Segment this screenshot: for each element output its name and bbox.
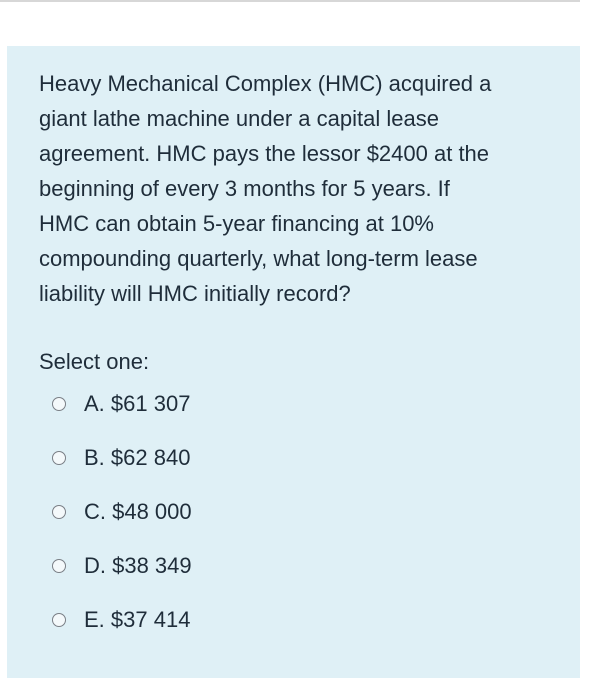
select-one-prompt: Select one:: [39, 349, 150, 374]
option-a-label: A. $61 307: [84, 391, 191, 416]
radio-button-e[interactable]: [52, 613, 66, 627]
option-b[interactable]: [52, 441, 190, 475]
question-text: Heavy Mechanical Complex (HMC) acquired a giant lathe machine under a capital lease agreement. HMC pays the lessor $2400 at the beginning of every 3 months for 5 years. If HMC can obtain 5-year financing at 10% compounding quarterly, what long-term lease liability will HMC initially record?: [39, 71, 492, 306]
option-e[interactable]: [52, 603, 190, 637]
radio-button-b[interactable]: [52, 451, 66, 465]
option-d[interactable]: [52, 549, 192, 583]
option-c-label: C. $48 000: [84, 499, 192, 524]
option-d-label: D. $38 349: [84, 553, 192, 578]
question-card: [7, 46, 580, 678]
top-divider: [0, 0, 580, 2]
option-a[interactable]: [52, 387, 190, 421]
option-b-label: B. $62 840: [84, 445, 191, 470]
option-e-label: E. $37 414: [84, 607, 191, 632]
radio-button-c[interactable]: [52, 505, 66, 519]
option-c[interactable]: [52, 495, 192, 529]
radio-button-a[interactable]: [52, 397, 66, 411]
radio-button-d[interactable]: [52, 559, 66, 573]
